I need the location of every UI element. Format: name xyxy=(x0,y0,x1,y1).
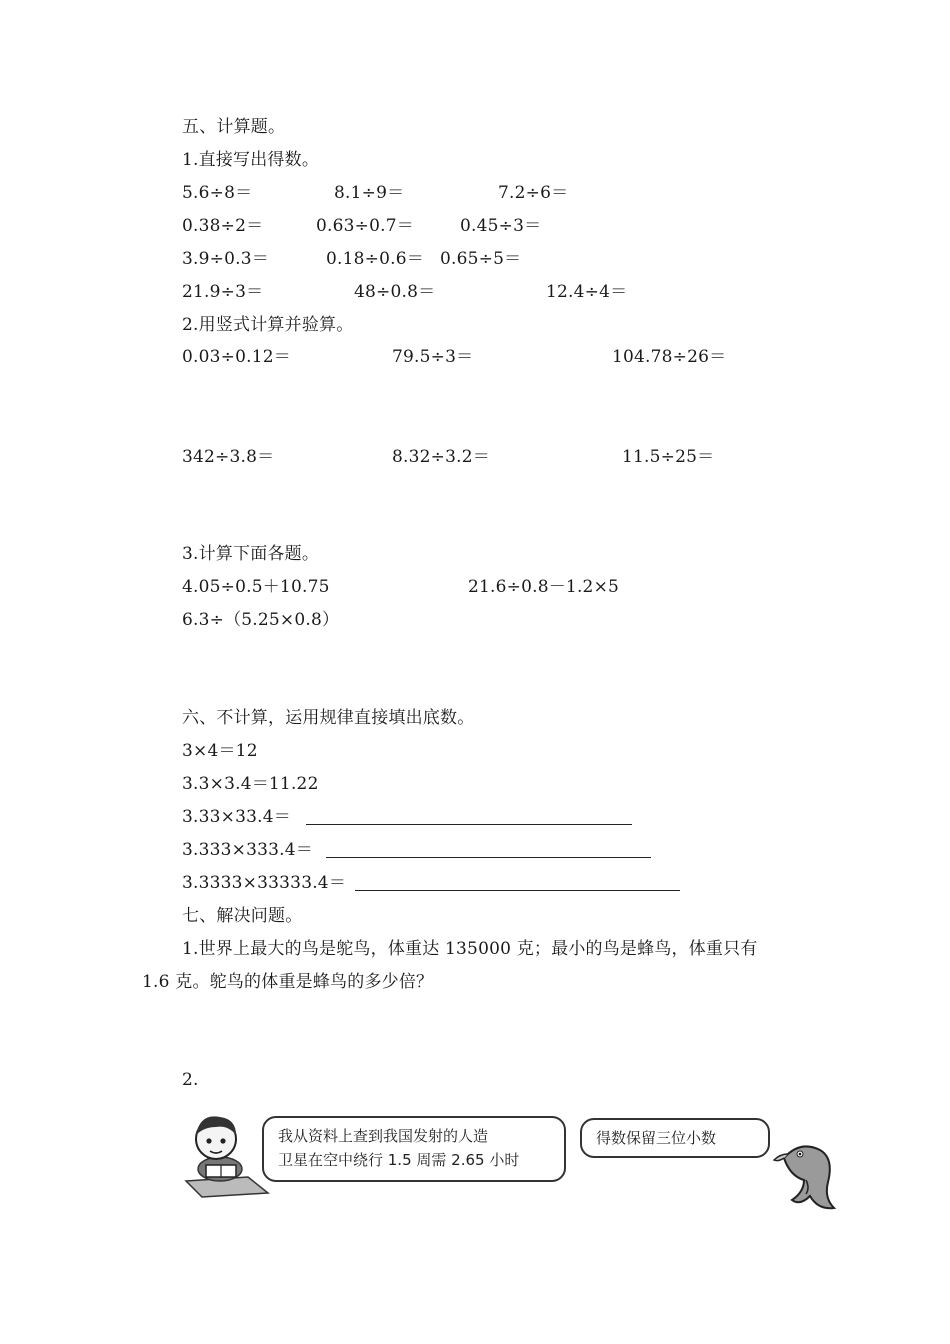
section-5-title: 五、计算题。 xyxy=(182,117,286,137)
q1-problem: 0.38÷2＝ xyxy=(182,216,264,236)
q2-problem: 79.5÷3＝ xyxy=(392,347,474,367)
q2-problem: 0.03÷0.12＝ xyxy=(182,347,291,367)
problem-ostrich-line-2: 1.6 克。鸵鸟的体重是蜂鸟的多少倍？ xyxy=(142,972,434,992)
pattern-line: 3.33×33.4＝ xyxy=(182,807,291,827)
bubble-right-text: 得数保留三位小数 xyxy=(596,1129,717,1147)
problem-ostrich-line-1: 1.世界上最大的鸟是鸵鸟，体重达 135000 克；最小的鸟是蜂鸟，体重只有 xyxy=(182,939,758,959)
q2-problem: 11.5÷25＝ xyxy=(622,447,715,467)
q1-problem: 0.65÷5＝ xyxy=(440,249,522,269)
bubble-left-line-2: 卫星在空中绕行 1.5 周需 2.65 小时 xyxy=(278,1151,520,1169)
q1-problem: 3.9÷0.3＝ xyxy=(182,249,269,269)
pattern-line: 3.333×333.4＝ xyxy=(182,840,313,860)
q3-problem: 6.3÷（5.25×0.8） xyxy=(182,610,340,630)
q1-problem: 12.4÷4＝ xyxy=(546,282,628,302)
q3-problem: 21.6÷0.8－1.2×5 xyxy=(468,577,620,597)
pattern-line: 3×4＝12 xyxy=(182,741,258,761)
speech-bubble-right xyxy=(580,1118,770,1158)
q1-problem: 7.2÷6＝ xyxy=(498,183,569,203)
section-7-title: 七、解决问题。 xyxy=(182,906,303,926)
answer-blank[interactable] xyxy=(306,824,632,825)
bubble-left-line-1: 我从资料上查到我国发射的人造 xyxy=(278,1127,489,1145)
answer-blank[interactable] xyxy=(326,857,651,858)
pattern-line: 3.3×3.4＝11.22 xyxy=(182,774,319,794)
q1-problem: 8.1÷9＝ xyxy=(334,183,405,203)
q1-problem: 0.45÷3＝ xyxy=(460,216,542,236)
q2-problem: 104.78÷26＝ xyxy=(612,347,727,367)
answer-blank[interactable] xyxy=(355,890,680,891)
q1-title: 1.直接写出得数。 xyxy=(182,150,320,170)
q1-problem: 21.9÷3＝ xyxy=(182,282,264,302)
pattern-line: 3.3333×33333.4＝ xyxy=(182,873,347,893)
q2-title: 2.用竖式计算并验算。 xyxy=(182,315,354,335)
q2-problem: 8.32÷3.2＝ xyxy=(392,447,490,467)
q2-problem: 342÷3.8＝ xyxy=(182,447,275,467)
speech-bubble-left xyxy=(262,1116,566,1182)
q3-problem: 4.05÷0.5＋10.75 xyxy=(182,577,330,597)
q3-title: 3.计算下面各题。 xyxy=(182,544,320,564)
dolphin-icon xyxy=(770,1136,848,1216)
q1-problem: 5.6÷8＝ xyxy=(182,183,253,203)
q1-problem: 48÷0.8＝ xyxy=(354,282,436,302)
q1-problem: 0.18÷0.6＝ xyxy=(326,249,424,269)
section-6-title: 六、不计算，运用规律直接填出底数。 xyxy=(182,708,475,728)
problem-2-label: 2. xyxy=(182,1070,199,1090)
boy-reading-icon xyxy=(178,1103,274,1199)
q1-problem: 0.63÷0.7＝ xyxy=(316,216,414,236)
